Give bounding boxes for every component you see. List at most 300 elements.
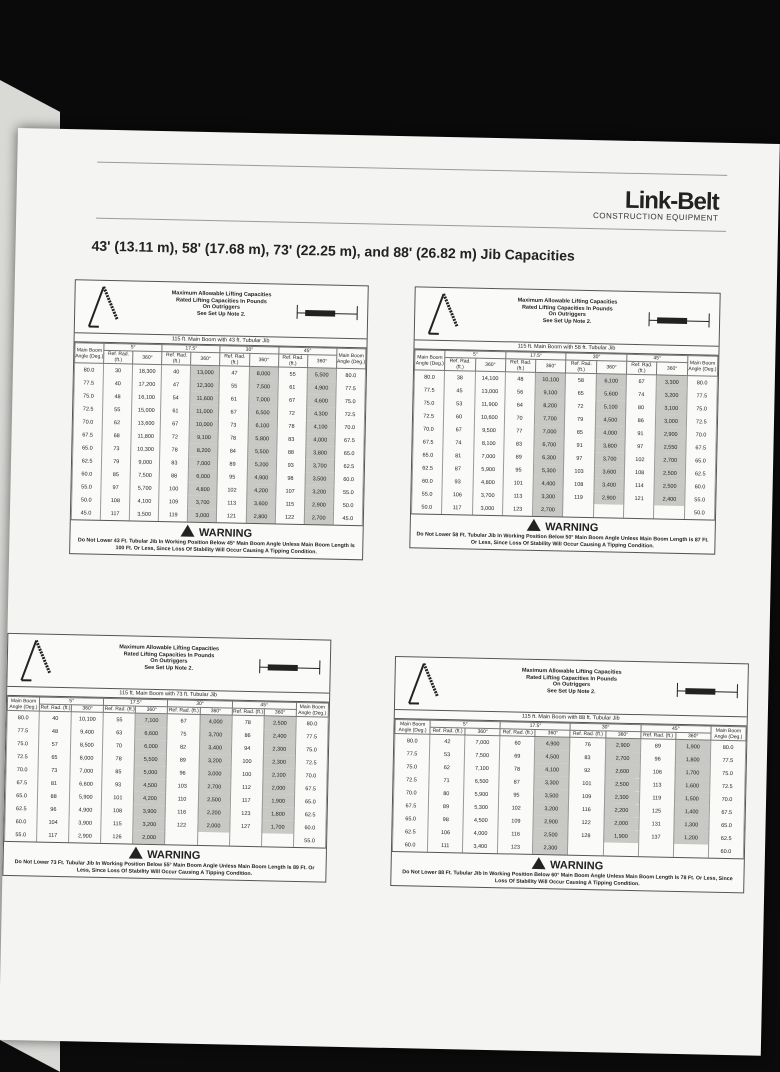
table-cell: 2,000 (604, 816, 639, 830)
table-cell: 55.0 (684, 493, 715, 507)
boom-config: 115 ft. Main Boom with 58 ft. Tubular Jib (414, 340, 718, 355)
table-cell: 83 (570, 751, 605, 765)
table-cell: 65.0 (5, 789, 37, 803)
table-cell: 75.0 (336, 395, 365, 409)
table-cell: 10,100 (535, 372, 566, 386)
table-cell (624, 505, 655, 519)
table-cell: 106 (442, 488, 473, 502)
ref-rad-header: Ref. Rad. (ft.) (430, 727, 465, 735)
table-cell: 67.5 (413, 435, 444, 449)
table-cell: 8,500 (71, 738, 103, 752)
table-cell: 3,400 (199, 741, 231, 755)
table-cell: 80.0 (710, 740, 745, 754)
table-cell: 5,300 (463, 800, 498, 814)
table-cell: 88 (37, 790, 69, 804)
table-cell: 70.0 (394, 786, 429, 800)
table-cell: 2,500 (198, 793, 230, 807)
table-cell: 4,600 (306, 394, 335, 408)
table-cell: 30 (103, 363, 132, 377)
table-cell: 40 (162, 365, 191, 379)
brand-logo (593, 186, 719, 223)
table-cell: 113 (639, 778, 674, 792)
table-cell: 7,500 (130, 468, 159, 482)
table-cell: 93 (276, 458, 305, 472)
table-cell: 5,200 (247, 458, 276, 472)
table-cell: 96 (166, 766, 198, 780)
table-cell: 5,900 (473, 463, 504, 477)
table-cell: 3,600 (246, 497, 275, 511)
table-cell (568, 842, 603, 856)
offset-header: 30° (566, 353, 627, 361)
table-cell: 3,000 (188, 509, 217, 523)
offset-header: 30° (220, 346, 278, 354)
table-cell: 100 (231, 768, 263, 782)
table-cell: 55 (103, 712, 135, 726)
offset-header: 17.5° (162, 345, 220, 353)
chart-header (395, 657, 748, 717)
table-cell: 18,300 (132, 364, 161, 378)
table-cell (563, 504, 594, 518)
table-cell: 12,300 (190, 379, 219, 393)
table-cell: 3,200 (534, 802, 569, 816)
table-cell: 2,500 (604, 777, 639, 791)
table-cell: 65.0 (709, 819, 744, 833)
table-cell: 13,000 (191, 365, 220, 379)
chart-caption: Maximum Allowable Lifting Capacities Rated Lifting Capacities In Pounds On Outriggers See Set Up Note 2. (415, 295, 719, 327)
table-cell: 3,000 (656, 414, 687, 428)
table-cell: 1,800 (262, 807, 294, 821)
table-cell: 6,700 (534, 438, 565, 452)
table-cell: 11,900 (474, 398, 505, 412)
table-cell: 2,800 (246, 510, 275, 524)
table-cell: 3,200 (199, 754, 231, 768)
offset-header: 45° (232, 701, 296, 709)
table-cell: 1,700 (262, 820, 294, 834)
table-cell: 4,500 (535, 750, 570, 764)
table-cell (654, 505, 685, 519)
table-cell: 78 (499, 762, 534, 776)
table-cell: 2,100 (263, 768, 295, 782)
table-cell: 2,300 (533, 841, 568, 855)
table-cell: 67 (626, 374, 657, 388)
table-cell: 72.5 (73, 402, 102, 416)
offset-header: 45° (627, 354, 688, 362)
table-cell: 4,500 (463, 813, 498, 827)
table-cell: 69 (500, 749, 535, 763)
table-cell: 5,900 (70, 790, 102, 804)
table-cell: 77.5 (414, 383, 445, 397)
table-cell: 2,900 (533, 815, 568, 829)
main-boom-angle-header: Main Boom Angle (Deg.) (711, 726, 746, 741)
table-cell: 92 (570, 764, 605, 778)
table-cell: 2,900 (594, 491, 625, 505)
table-cell: 80.0 (414, 370, 445, 384)
table-cell: 75.0 (710, 767, 745, 781)
table-cell: 55.0 (412, 487, 443, 501)
table-cell: 89 (640, 739, 675, 753)
table-cell: 83 (504, 437, 535, 451)
offset-header: 17.5° (104, 698, 168, 706)
table-cell: 2,000 (197, 819, 229, 833)
table-cell: 62.5 (412, 461, 443, 475)
table-cell: 70.0 (6, 763, 38, 777)
table-cell: 1,500 (674, 792, 709, 806)
table-cell: 55.0 (72, 480, 101, 494)
table-cell: 75.0 (6, 737, 38, 751)
table-cell: 77.5 (296, 730, 328, 744)
table-cell: 2,500 (533, 828, 568, 842)
table-cell: 5,600 (596, 387, 627, 401)
main-boom-angle-header: Main Boom Angle (Deg.) (296, 702, 328, 717)
table-cell: 88 (276, 445, 305, 459)
table-cell: 10,300 (131, 442, 160, 456)
table-cell: 5,800 (247, 432, 276, 446)
table-cell: 79 (565, 413, 596, 427)
table-cell: 123 (230, 807, 262, 821)
table-cell: 67 (160, 417, 189, 431)
table-cell: 83 (277, 432, 306, 446)
table-cell: 94 (231, 742, 263, 756)
table-cell: 78 (277, 419, 306, 433)
table-cell: 6,100 (596, 374, 627, 388)
table-cell: 2,200 (604, 803, 639, 817)
table-cell: 7,000 (70, 764, 102, 778)
table-cell: 60.0 (708, 845, 743, 859)
deg360-header: 360° (657, 362, 688, 376)
table-cell: 67.5 (393, 799, 428, 813)
table-cell: 79 (101, 455, 130, 469)
table-cell: 4,200 (246, 484, 275, 498)
table-cell: 116 (498, 827, 533, 841)
table-cell: 77.5 (336, 382, 365, 396)
table-cell: 62 (429, 761, 464, 775)
table-cell: 113 (217, 496, 246, 510)
table-cell: 4,500 (134, 779, 166, 793)
ref-rad-header: Ref. Rad. (ft.) (232, 708, 264, 716)
table-cell: 50.0 (412, 500, 443, 514)
table-cell: 4,800 (473, 476, 504, 490)
table-cell: 117 (37, 829, 69, 843)
offset-header: 45° (641, 725, 711, 733)
table-cell: 1,900 (262, 794, 294, 808)
table-cell: 50.0 (684, 506, 715, 520)
boom-config: 115 ft. Main Boom with 73 ft. Tubular Jib (7, 687, 329, 703)
table-cell: 72.5 (335, 408, 364, 422)
offset-header: 30° (168, 700, 232, 708)
jib-chart-3 (2, 633, 331, 883)
table-cell: 70.0 (709, 793, 744, 807)
table-cell: 60.0 (72, 467, 101, 481)
table-cell: 137 (638, 830, 673, 844)
warning-icon (527, 519, 541, 531)
table-cell: 3,200 (133, 818, 165, 832)
table-cell: 8,000 (249, 366, 278, 380)
table-cell: 72.5 (394, 773, 429, 787)
table-cell: 7,500 (465, 748, 500, 762)
table-cell: 2,400 (263, 729, 295, 743)
table-cell: 72.5 (6, 750, 38, 764)
deg360-header: 360° (475, 358, 506, 372)
table-cell: 91 (625, 427, 656, 441)
table-cell: 61 (161, 404, 190, 418)
table-cell: 2,300 (604, 790, 639, 804)
table-cell: 4,400 (533, 477, 564, 491)
table-cell: 9,100 (535, 386, 566, 400)
table-cell: 67 (443, 423, 474, 437)
table-cell: 108 (564, 478, 595, 492)
table-cell: 53 (444, 397, 475, 411)
table-cell: 75 (167, 727, 199, 741)
table-cell (673, 844, 708, 858)
main-boom-angle-header: Main Boom Angle (Deg.) (7, 696, 39, 711)
table-cell: 45.0 (71, 506, 100, 520)
table-cell: 123 (502, 502, 533, 516)
table-cell: 2,700 (655, 453, 686, 467)
table-cell: 89 (218, 457, 247, 471)
table-cell: 47 (220, 366, 249, 380)
table-cell: 62.5 (5, 802, 37, 816)
ref-rad-header: Ref. Rad. (ft.) (278, 354, 307, 368)
table-cell: 121 (217, 509, 246, 523)
table-cell: 80.0 (7, 710, 39, 724)
table-cell: 97 (101, 481, 130, 495)
table-cell: 110 (166, 792, 198, 806)
table-cell: 62.5 (294, 808, 326, 822)
table-cell: 65.0 (73, 441, 102, 455)
table-cell: 7,500 (249, 380, 278, 394)
table-cell: 4,200 (134, 792, 166, 806)
table-cell: 115 (101, 817, 133, 831)
page-title: 43' (13.11 m), 58' (17.68 m), 73' (22.25 m), and 88' (26.82 m) Jib Capacities (91, 238, 575, 264)
table-cell: 100 (231, 755, 263, 769)
table-cell: 70.0 (413, 422, 444, 436)
table-cell: 109 (159, 495, 188, 509)
ref-rad-header: Ref. Rad. (ft.) (104, 350, 133, 364)
warning-icon (181, 525, 195, 537)
table-cell: 78 (232, 715, 264, 729)
table-cell: 119 (563, 491, 594, 505)
table-cell: 93 (102, 778, 134, 792)
table-cell: 3,700 (472, 489, 503, 503)
warning-text: Do Not Lower 58 Ft. Tubular Jib In Working Position Below 50° Main Boom Angle Unless Main Boom Length Is 87 Ft. Or Less, Since Loss Of Stability Will Occur Causing A Tipping Condition. (410, 530, 714, 553)
table-cell: 125 (639, 804, 674, 818)
table-cell: 85 (102, 765, 134, 779)
table-cell: 67.5 (294, 782, 326, 796)
table-cell: 54 (161, 391, 190, 405)
table-cell: 6,000 (135, 740, 167, 754)
table-cell: 81 (38, 777, 70, 791)
table-cell: 75.0 (414, 396, 445, 410)
main-boom-angle-header: Main Boom Angle (Deg.) (415, 350, 446, 371)
table-cell (165, 831, 197, 845)
table-cell: 2,000 (262, 781, 294, 795)
table-cell: 3,900 (133, 805, 165, 819)
capacity-table (71, 342, 367, 525)
table-cell: 1,600 (674, 779, 709, 793)
dark-background (0, 0, 780, 150)
jib-chart-1 (69, 279, 369, 560)
table-cell: 65 (38, 751, 70, 765)
table-cell: 45.0 (333, 512, 362, 526)
table-cell: 67 (277, 393, 306, 407)
table-cell: 102 (217, 483, 246, 497)
table-cell: 65 (565, 387, 596, 401)
table-cell: 62.5 (72, 454, 101, 468)
table-cell: 60 (500, 736, 535, 750)
ref-rad-header: Ref. Rad. (ft.) (500, 729, 535, 737)
table-cell: 1,900 (675, 739, 710, 753)
table-cell: 9,100 (189, 431, 218, 445)
table-cell: 6,500 (464, 774, 499, 788)
table-cell: 2,900 (69, 829, 101, 843)
table-cell: 87 (499, 775, 534, 789)
table-cell: 4,900 (247, 471, 276, 485)
table-cell: 3,700 (188, 496, 217, 510)
table-cell: 1,400 (674, 805, 709, 819)
table-cell: 48 (39, 725, 71, 739)
table-cell: 3,600 (594, 465, 625, 479)
table-cell: 7,000 (473, 450, 504, 464)
table-cell: 60.0 (412, 474, 443, 488)
jib-chart-4 (390, 656, 749, 893)
table-cell: 4,900 (535, 736, 570, 750)
table-cell: 84 (218, 444, 247, 458)
table-cell: 13,600 (131, 416, 160, 430)
jib-chart-2 (409, 286, 720, 554)
deg360-header: 360° (71, 705, 103, 713)
table-cell: 107 (275, 484, 304, 498)
table-cell: 108 (101, 494, 130, 508)
table-cell: 55 (219, 379, 248, 393)
table-cell: 16,100 (132, 390, 161, 404)
table-cell: 75.0 (74, 389, 103, 403)
table-cell: 2,900 (655, 427, 686, 441)
table-cell: 123 (498, 840, 533, 854)
table-cell: 47 (161, 378, 190, 392)
table-cell: 4,000 (463, 826, 498, 840)
table-cell (593, 504, 624, 518)
table-cell: 77.5 (710, 754, 745, 768)
offset-header: 45° (278, 347, 336, 355)
table-cell: 3,200 (305, 485, 334, 499)
table-cell: 106 (640, 765, 675, 779)
table-cell: 70.0 (295, 769, 327, 783)
ref-rad-header: Ref. Rad. (ft.) (505, 359, 536, 373)
ref-rad-header: Ref. Rad. (ft.) (104, 705, 136, 713)
table-cell: 85 (101, 468, 130, 482)
offset-header: 17.5° (500, 722, 570, 730)
table-cell: 131 (639, 817, 674, 831)
table-cell: 5,500 (135, 753, 167, 767)
table-cell: 67.5 (709, 806, 744, 820)
table-cell: 100 (159, 482, 188, 496)
table-cell: 2,500 (654, 479, 685, 493)
table-cell: 4,000 (306, 433, 335, 447)
table-cell: 65.0 (685, 454, 716, 468)
ref-rad-header: Ref. Rad. (ft.) (168, 707, 200, 715)
table-cell: 5,100 (595, 400, 626, 414)
table-cell: 5,700 (130, 481, 159, 495)
table-cell: 3,200 (656, 388, 687, 402)
table-cell: 97 (564, 452, 595, 466)
table-cell: 2,900 (605, 738, 640, 752)
table-cell: 3,300 (534, 776, 569, 790)
table-cell: 93 (442, 475, 473, 489)
table-cell: 122 (165, 818, 197, 832)
deg360-header: 360° (307, 355, 336, 369)
table-cell: 3,400 (594, 478, 625, 492)
table-cell: 70 (504, 411, 535, 425)
table-cell: 4,100 (306, 420, 335, 434)
main-boom-angle-header: Main Boom Angle (Deg.) (75, 343, 105, 364)
brand-name: Link-Belt (593, 186, 719, 217)
table-cell: 80.0 (296, 716, 328, 730)
deg360-header: 360° (535, 729, 570, 737)
table-cell: 50.0 (72, 493, 101, 507)
table-cell: 67.5 (335, 434, 364, 448)
deg360-header: 360° (536, 359, 567, 373)
table-cell: 48 (103, 390, 132, 404)
table-cell: 98 (428, 813, 463, 827)
table-cell: 2,300 (263, 755, 295, 769)
table-cell: 42 (430, 734, 465, 748)
table-cell: 10,100 (71, 712, 103, 726)
capacity-table (4, 696, 329, 848)
table-cell: 72.5 (710, 780, 745, 794)
table-cell: 62.5 (334, 460, 363, 474)
table-cell: 86 (625, 414, 656, 428)
table-cell: 101 (102, 791, 134, 805)
table-cell: 2,500 (655, 466, 686, 480)
table-cell: 96 (37, 803, 69, 817)
table-cell: 6,500 (248, 406, 277, 420)
warning-label: WARNING (545, 521, 598, 534)
table-cell: 121 (624, 492, 655, 506)
table-cell: 7,000 (189, 457, 218, 471)
table-cell: 1,200 (673, 831, 708, 845)
table-cell: 55.0 (5, 828, 37, 842)
table-cell: 80.0 (395, 734, 430, 748)
table-cell: 72.5 (413, 409, 444, 423)
table-cell: 62.5 (708, 832, 743, 846)
table-cell: 8,200 (189, 444, 218, 458)
table-cell: 7,000 (534, 425, 565, 439)
table-cell: 4,800 (188, 483, 217, 497)
table-cell: 11,800 (131, 429, 160, 443)
table-cell: 95 (503, 463, 534, 477)
table-cell: 116 (166, 805, 198, 819)
table-cell: 4,100 (130, 494, 159, 508)
table-cell: 65.0 (413, 448, 444, 462)
table-cell: 126 (101, 830, 133, 844)
table-cell: 108 (101, 804, 133, 818)
offset-header: 5° (445, 350, 506, 358)
chart-header (75, 280, 368, 339)
table-cell: 96 (640, 752, 675, 766)
table-cell: 80 (626, 401, 657, 415)
table-cell: 57 (39, 738, 71, 752)
table-cell: 122 (275, 510, 304, 524)
table-cell: 50.0 (333, 499, 362, 513)
ref-rad-header: Ref. Rad. (ft.) (566, 360, 597, 374)
table-cell: 10,600 (474, 411, 505, 425)
table-cell: 67.5 (73, 428, 102, 442)
table-cell: 83 (160, 456, 189, 470)
ref-rad-header: Ref. Rad. (ft.) (39, 704, 71, 712)
table-cell: 97 (625, 440, 656, 454)
warning-label: WARNING (550, 859, 603, 872)
table-cell: 112 (230, 781, 262, 795)
